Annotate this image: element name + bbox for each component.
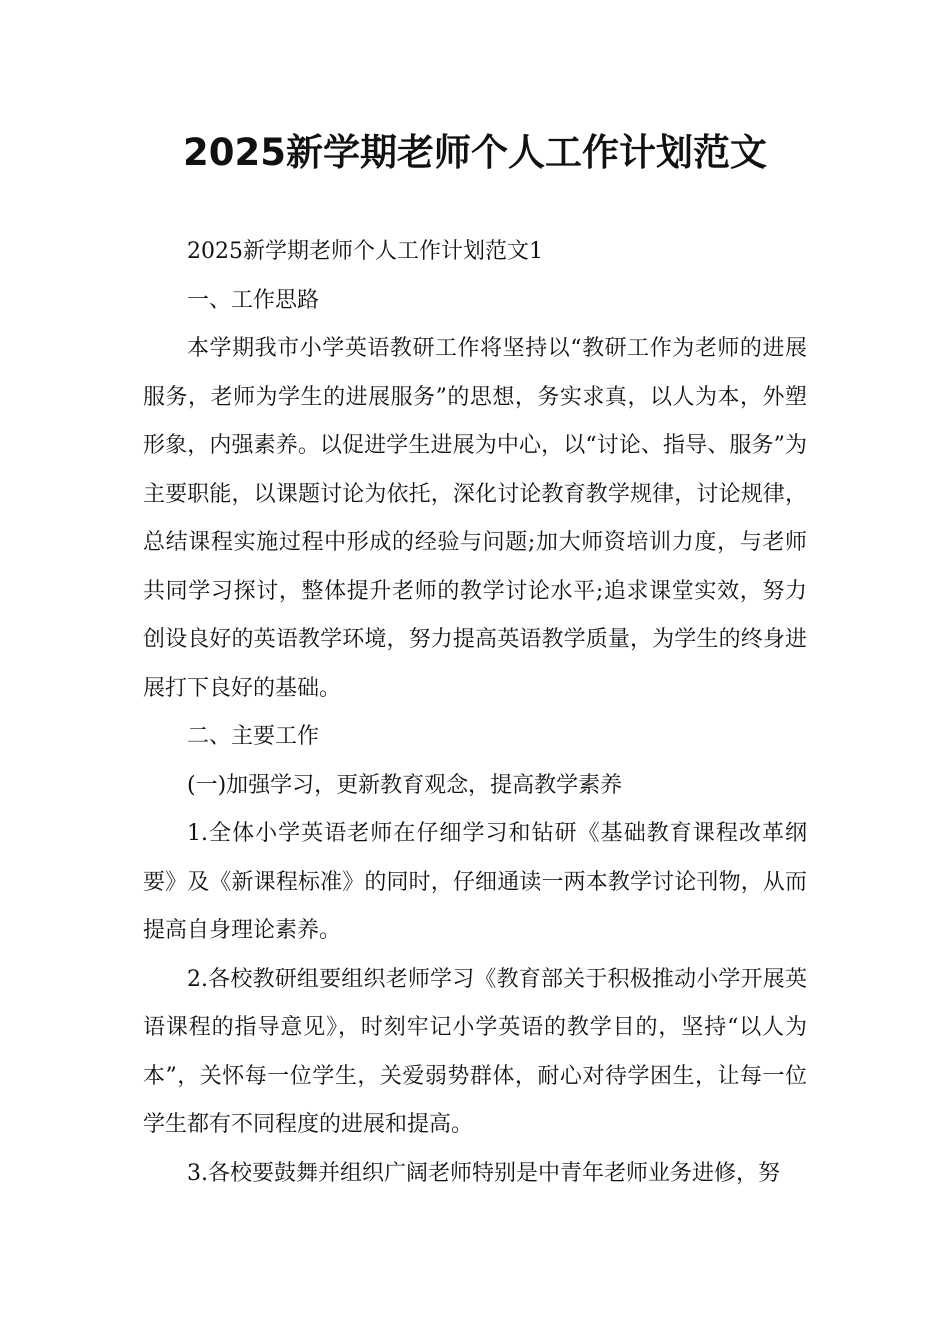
paragraph: 本学期我市小学英语教研工作将坚持以“教研工作为老师的进展服务，老师为学生的进展服务”的思想，务实求真，以人为本，外塑形象，内强素养。以促进学生进展为中心，以“讨论、指导、服务”为主要职能，以课题讨论为依托，深化讨论教育教学规律，讨论规律，总结课程实施过程中形成的经验与问题;加大师资培训力度，与老师共同学习探讨，整体提升老师的教学讨论水平;追求课堂实效，努力创设良好的英语教学环境，努力提高英语教学质量，为学生的终身进展打下良好的基础。 — [143, 336, 807, 701]
paragraph-subtitle: 2025新学期老师个人工作计划范文1 — [187, 239, 543, 264]
paragraph-section-heading: 二、主要工作 — [187, 724, 320, 749]
document-body — [143, 228, 807, 1198]
paragraph-section-heading: 一、工作思路 — [187, 287, 320, 313]
paragraph-list-item: 3.各校要鼓舞并组织广阔老师特别是中青年老师业务进修，努 — [187, 1160, 780, 1186]
document-title: 2025新学期老师个人工作计划范文 — [183, 131, 767, 174]
paragraph-list-item: 1.全体小学英语老师在仔细学习和钻研《基础教育课程改革纲要》及《新课程标准》的同时，仔细通读一两本教学讨论刊物，从而提高自身理论素养。 — [143, 821, 807, 943]
paragraph-subheading: (一)加强学习，更新教育观念，提高教学素养 — [187, 772, 623, 798]
paragraph-list-item: 2.各校教研组要组织老师学习《教育部关于积极推动小学开展英语课程的指导意见》，时刻牢记小学英语的教学目的，坚持“以人为本”，关怀每一位学生，关爱弱势群体，耐心对待学困生，让每一位学生都有不同程度的进展和提高。 — [143, 966, 807, 1137]
